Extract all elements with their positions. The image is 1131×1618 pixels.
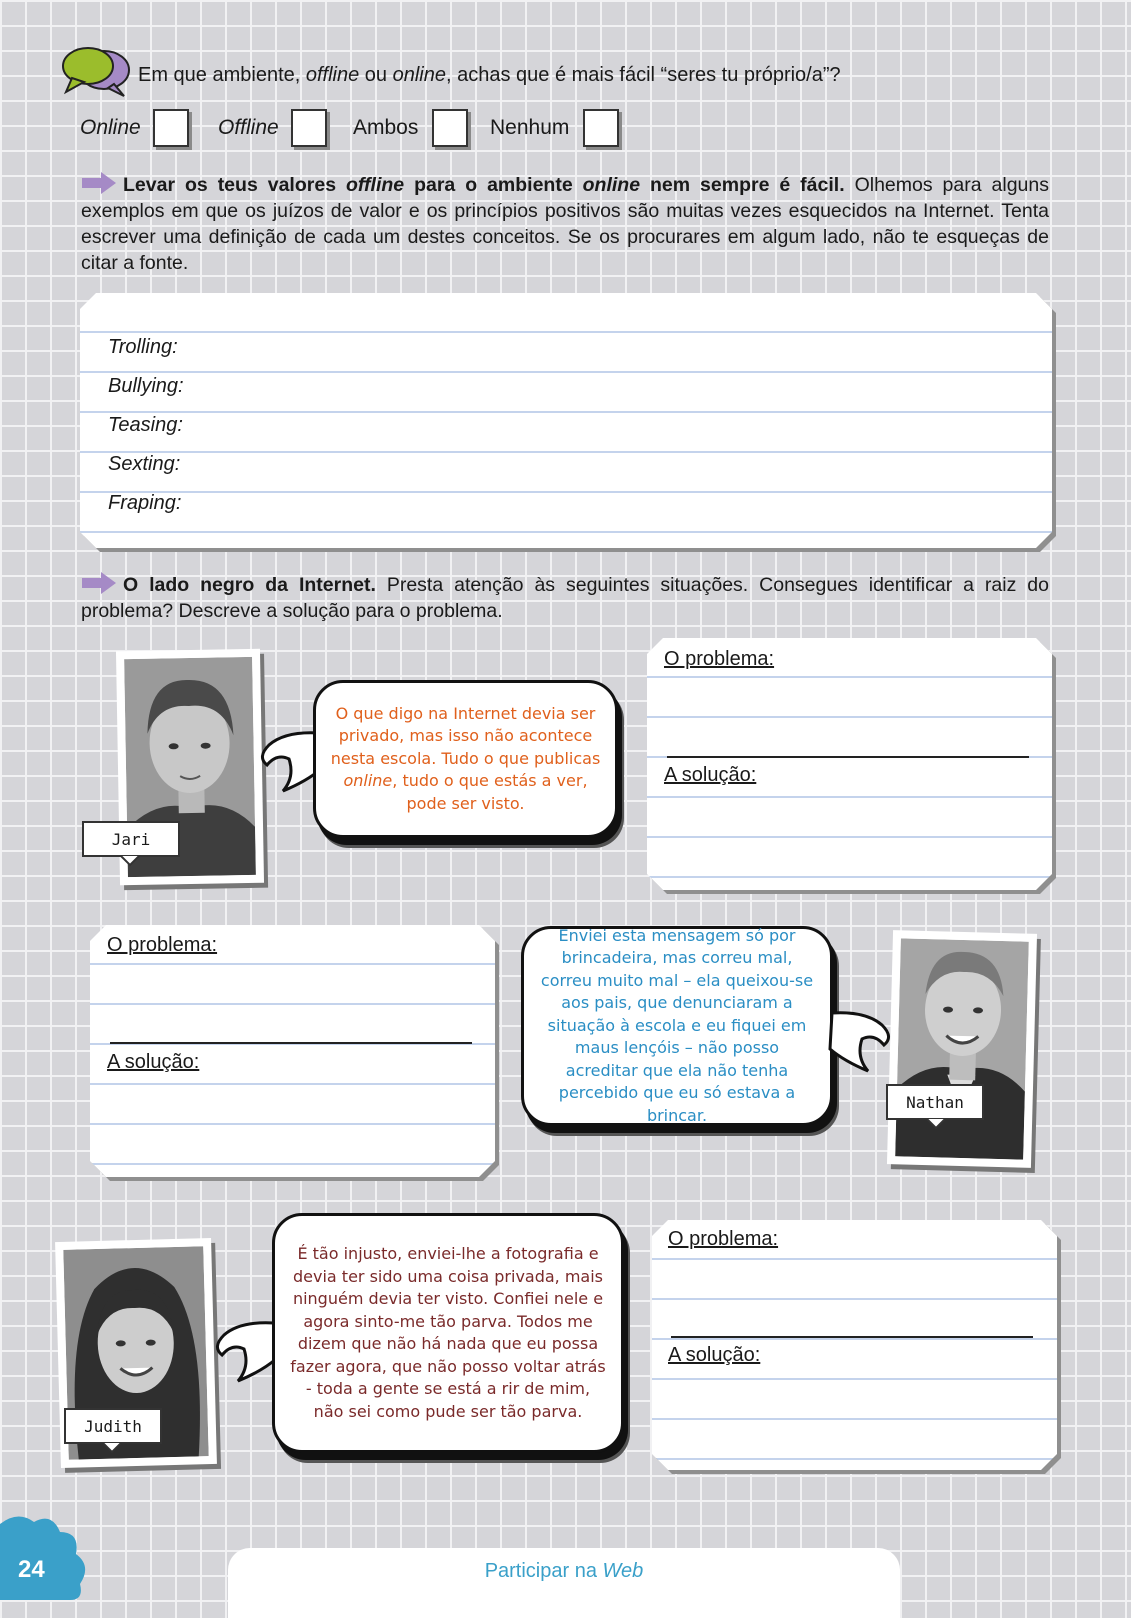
question-text: Em que ambiente, offline ou online, achas que é mais fácil “seres tu próprio/a”? bbox=[138, 64, 841, 86]
option-ambos-checkbox[interactable] bbox=[432, 109, 468, 147]
option-online-label: Online bbox=[80, 116, 141, 139]
values-paragraph: Levar os teus valores offline para o ambiente online nem sempre é fácil. Olhemos para alguns exemplos em que os juízos de valor e os princípios positivos são muitas vezes esquecidos na Internet. Tenta escrever uma definição de cada um destes conceitos. Se os procurares em algum lado, não te esqueças de citar a fonte. bbox=[81, 174, 1049, 274]
jari-problem-label: O problema: bbox=[664, 648, 775, 670]
arrow-icon bbox=[81, 172, 117, 194]
term-teasing: Teasing: bbox=[108, 414, 183, 436]
jari-speech-bubble: O que digo na Internet devia ser privado, mas isso não acontece nesta escola. Tudo o que publicas online, tudo o que estás a ver, pode ser visto. bbox=[313, 680, 618, 838]
judith-speech-bubble: É tão injusto, enviei-lhe a fotografia e devia ter sido uma coisa privada, mais ninguém devia ter visto. Confiei nele e agora sinto-me tão parva. Todos me dizem que não há nada que eu possa fazer agora, que não posso voltar atrás - toda a gente se está a rir de mim, não sei como pude ser tão parva. bbox=[272, 1213, 624, 1453]
page-number: 24 bbox=[18, 1556, 45, 1583]
speech-tail-icon bbox=[210, 1315, 280, 1385]
nametag-pointer-icon bbox=[100, 1442, 124, 1454]
judith-answer-divider bbox=[671, 1336, 1033, 1338]
option-offline-label: Offline bbox=[218, 116, 279, 139]
speech-bubbles-icon bbox=[60, 46, 132, 98]
cloud-page-badge-icon bbox=[0, 1510, 90, 1600]
nathan-nametag: Nathan bbox=[886, 1084, 984, 1120]
dark-side-paragraph: O lado negro da Internet. Presta atenção às seguintes situações. Consegues identificar a raiz do problema? Descreve a solução para o problema. bbox=[81, 574, 1049, 622]
arrow-icon bbox=[81, 572, 117, 594]
speech-tail-icon bbox=[826, 1005, 896, 1075]
option-ambos-label: Ambos bbox=[353, 116, 419, 139]
judith-nametag: Judith bbox=[64, 1408, 162, 1444]
nametag-pointer-icon bbox=[118, 855, 142, 867]
term-fraping: Fraping: bbox=[108, 492, 182, 514]
nathan-solution-label: A solução: bbox=[107, 1051, 200, 1073]
option-offline-checkbox[interactable] bbox=[291, 109, 327, 147]
jari-answer-divider bbox=[667, 756, 1029, 758]
nathan-answer-divider bbox=[110, 1042, 472, 1044]
nathan-speech-bubble: Enviei esta mensagem só por brincadeira, mas correu mal, correu muito mal – ela queixou-se aos pais, que denunciaram a situação à escola e eu fiquei em maus lençóis – não posso acreditar que ela não tenha percebido que eu só estava a brincar. bbox=[521, 926, 833, 1126]
nathan-photo bbox=[887, 930, 1037, 1168]
teen-portrait-icon bbox=[895, 938, 1029, 1159]
term-sexting: Sexting: bbox=[108, 453, 181, 475]
option-nenhum-checkbox[interactable] bbox=[583, 109, 619, 147]
jari-nametag: Jari bbox=[82, 821, 180, 857]
judith-problem-label: O problema: bbox=[668, 1228, 779, 1250]
terms-card bbox=[80, 293, 1052, 548]
nametag-pointer-icon bbox=[924, 1118, 948, 1130]
option-online-checkbox[interactable] bbox=[153, 109, 189, 147]
term-trolling: Trolling: bbox=[108, 336, 178, 358]
term-bullying: Bullying: bbox=[108, 375, 184, 397]
judith-solution-label: A solução: bbox=[668, 1344, 761, 1366]
footer-title: Participar na Web bbox=[228, 1548, 900, 1618]
nathan-problem-label: O problema: bbox=[107, 934, 218, 956]
option-nenhum-label: Nenhum bbox=[490, 116, 570, 139]
jari-solution-label: A solução: bbox=[664, 764, 757, 786]
